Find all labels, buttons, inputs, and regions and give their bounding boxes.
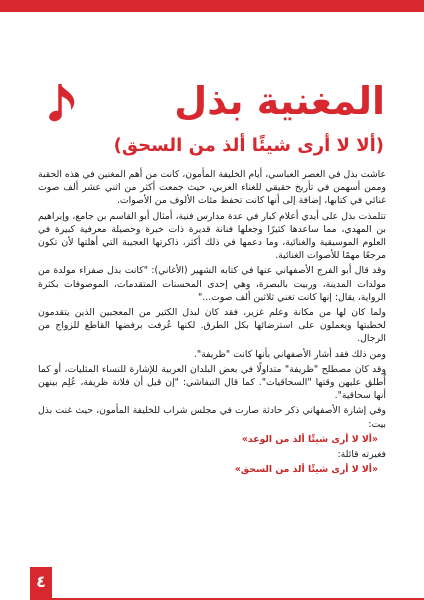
paragraph: عاشت بذل في العصر العباسي، أيام الخليفة المأمون، كانت من أهم المغنين في هذه الحقبة وممن أسهمن في تأريخ حقيقي للغناء العربي، حيث جمعت أكثر من اثني عشر ألف صوت غنائي في كتابها، إضافة إلى أنها كانت تحفظ مئات الألوف من الأصوات. [38,169,386,207]
page-number-tab [30,567,52,600]
paragraph: فغيرته قائلة: [337,449,386,461]
page-title: المغنية بذل [174,79,385,123]
paragraph: ولما كان لها من مكانة وعلم غزير، فقد كان لبذل الكثير من المعجبين الذين يتقدمون لخطبتها ويعملون على استرضائها بكل الطرق. لكنها عُرفت برفضها القاطع للزواج من الرجال. [38,307,386,345]
verse-line: «ألا لا أرى شيئًا ألذ من الوعد» [241,433,378,445]
title-row [40,78,385,130]
music-note-icon [48,80,78,128]
paragraph: وفي إشارة الأصفهاني ذكر حادثة صارت في مجلس شراب للخليفة المأمون، حيث غنت بذل بيت: [38,405,386,430]
paragraph: ومن ذلك فقد أشار الأصفهاني بأنها كانت "ظريفة". [193,348,386,360]
subtitle: (ألا لا أرى شيئًا ألذ من السحق) [113,135,384,156]
verse-line: «ألا لا أرى شيئًا ألذ من السحق» [234,464,378,476]
paragraph: تتلمذت بذل على أيدي أعلام كبار في عدة مدارس فنية، أمثال أبو القاسم بن جامع، وإبراهيم بن المهدي، مما ساعدها كثيرًا وجعلها فنانة قديرة ذات خبرة وحصيلة معرفية كبيرة في العلوم الموسيقية والغنائية، وما دعمها في ذلك أكثر، ذاكرتها العجيبة التي أهلتها لأن تكون مرجعًا مهمًا للأصوات الغنائية. [38,210,386,262]
top-accent-bar [0,0,424,12]
article-body [38,168,386,478]
paragraph: وقد كان مصطلح "ظريفة" متداولًا في بعض البلدان العربية للإشارة للنساء المثليات، أو كما أُطلق عليهن وقتها "السحاقيات". كما قال التيفاشي: "إن قيل أن فلانة ظريفة، عُلِم بينهن أنها سحاقية". [38,363,386,402]
page-number: ٤ [36,572,46,591]
paragraph: وقد قال أبو الفرج الأصفهاني عنها في كتابه الشهير (الأغاني): "كانت بذل صفراء مولدة من مولدات المدينة، وربيت بالبصرة، وهي إحدى المحسنات المتقدمات، الموصوفات بكثرة الرواية، يقال: إنها كانت تغني ثلاثين ألف صوت..." [38,265,386,303]
